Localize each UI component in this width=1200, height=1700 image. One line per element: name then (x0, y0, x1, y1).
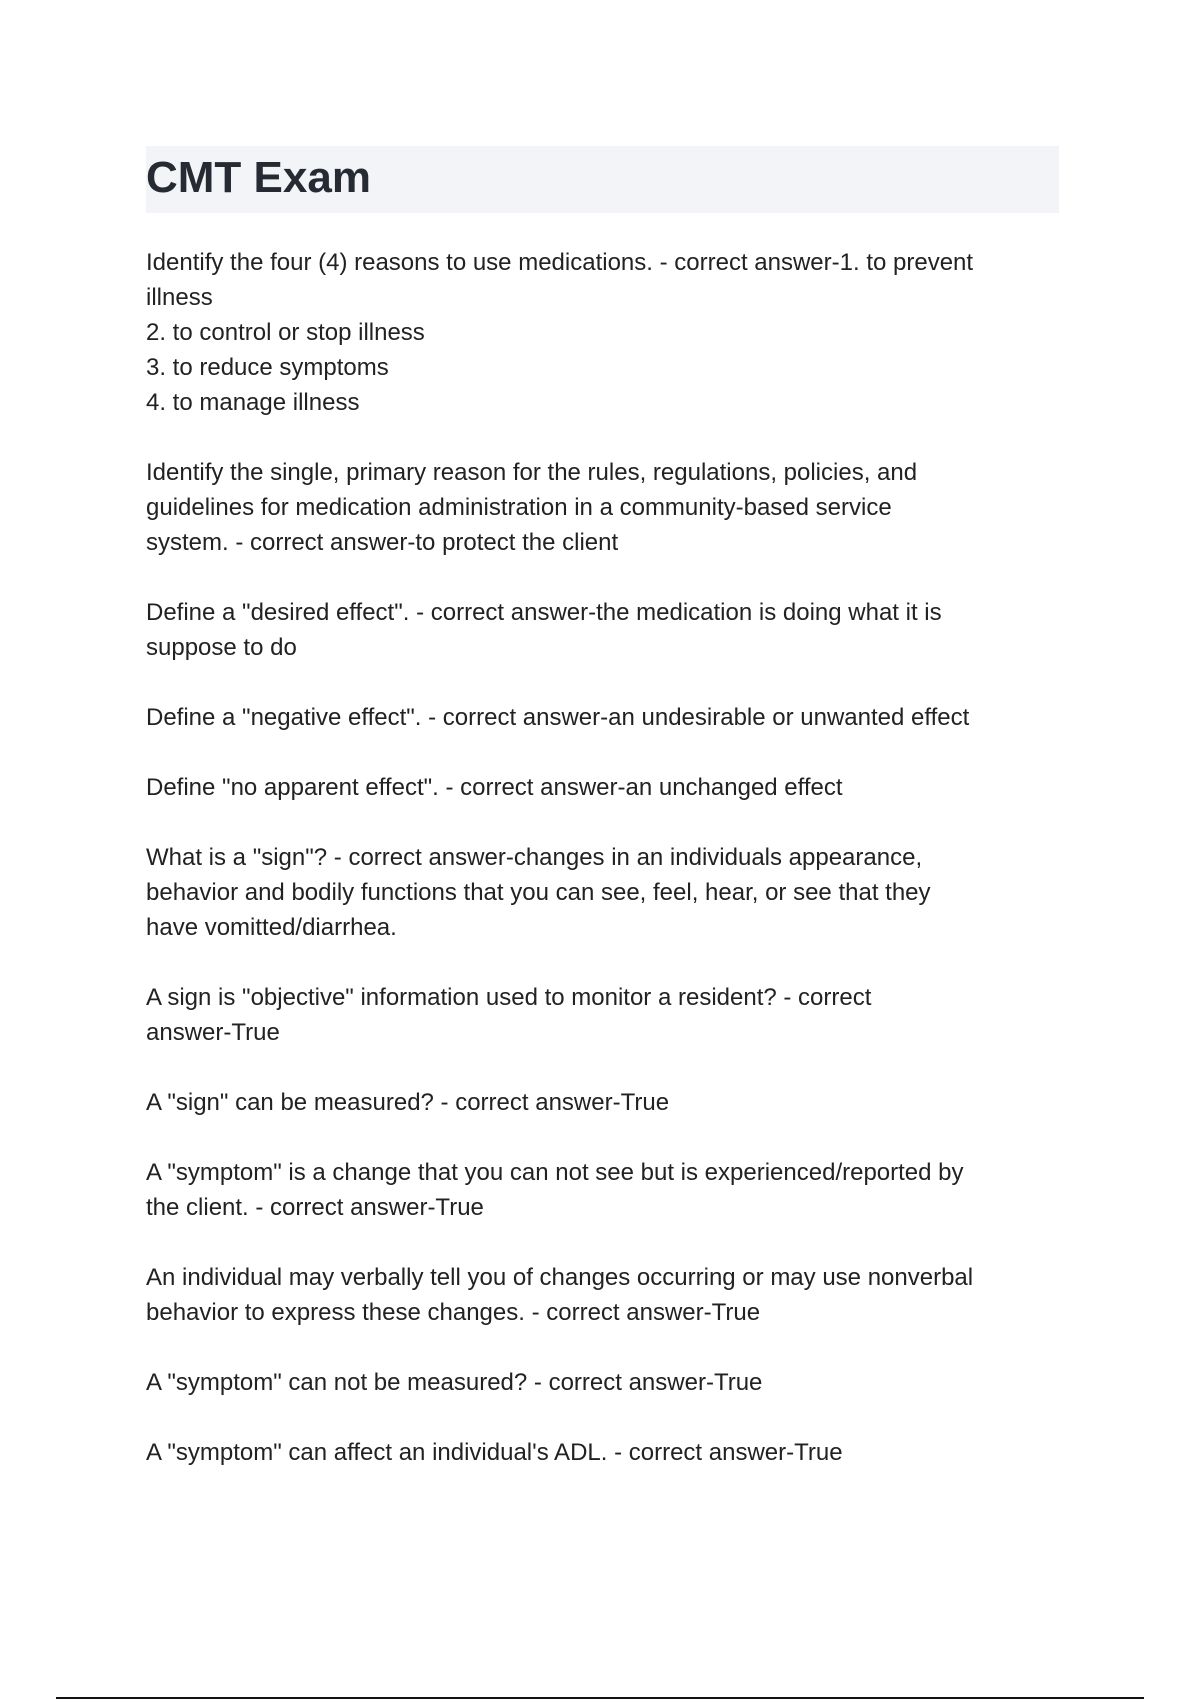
qa-line: 3. to reduce symptoms (146, 354, 389, 381)
qa-line: guidelines for medication administration in a community-based service (146, 494, 892, 521)
qa-line: Define a "desired effect". - correct answer-the medication is doing what it is (146, 599, 942, 626)
qa-line: system. - correct answer-to protect the client (146, 529, 619, 556)
qa-item (146, 840, 1066, 945)
bottom-divider (56, 1697, 1144, 1699)
qa-item (146, 1260, 1066, 1330)
qa-line: A sign is "objective" information used to monitor a resident? - correct (146, 984, 872, 1011)
qa-line: An individual may verbally tell you of changes occurring or may use nonverbal (146, 1264, 974, 1291)
qa-item (146, 595, 1066, 665)
qa-line: What is a "sign"? - correct answer-changes in an individuals appearance, (146, 844, 923, 871)
qa-item (146, 1085, 1066, 1120)
qa-list (146, 245, 1066, 1505)
qa-line: A "symptom" is a change that you can not see but is experienced/reported by (146, 1159, 964, 1186)
qa-line: Identify the single, primary reason for the rules, regulations, policies, and (146, 459, 918, 486)
qa-line: suppose to do (146, 634, 297, 661)
qa-line: 4. to manage illness (146, 389, 360, 416)
qa-item (146, 455, 1066, 560)
qa-line: 2. to control or stop illness (146, 319, 425, 346)
qa-item (146, 245, 1066, 420)
qa-line: A "symptom" can not be measured? - correct answer-True (146, 1369, 763, 1396)
qa-line: illness (146, 284, 213, 311)
qa-line: A "symptom" can affect an individual's ADL. - correct answer-True (146, 1439, 843, 1466)
qa-line: Identify the four (4) reasons to use medications. - correct answer-1. to prevent (146, 249, 974, 276)
qa-line: the client. - correct answer-True (146, 1194, 484, 1221)
qa-line: have vomitted/diarrhea. (146, 914, 397, 941)
qa-item (146, 700, 1066, 735)
qa-line: Define "no apparent effect". - correct answer-an unchanged effect (146, 774, 843, 801)
qa-item (146, 1365, 1066, 1400)
qa-line: answer-True (146, 1019, 280, 1046)
qa-item (146, 980, 1066, 1050)
qa-line: A "sign" can be measured? - correct answer-True (146, 1089, 670, 1116)
qa-item (146, 1435, 1066, 1470)
qa-item (146, 770, 1066, 805)
title-bar (146, 146, 1059, 213)
qa-line: behavior to express these changes. - correct answer-True (146, 1299, 761, 1326)
qa-line: behavior and bodily functions that you can see, feel, hear, or see that they (146, 879, 931, 906)
qa-item (146, 1155, 1066, 1225)
page-title: CMT Exam (146, 153, 371, 202)
qa-line: Define a "negative effect". - correct answer-an undesirable or unwanted effect (146, 704, 970, 731)
